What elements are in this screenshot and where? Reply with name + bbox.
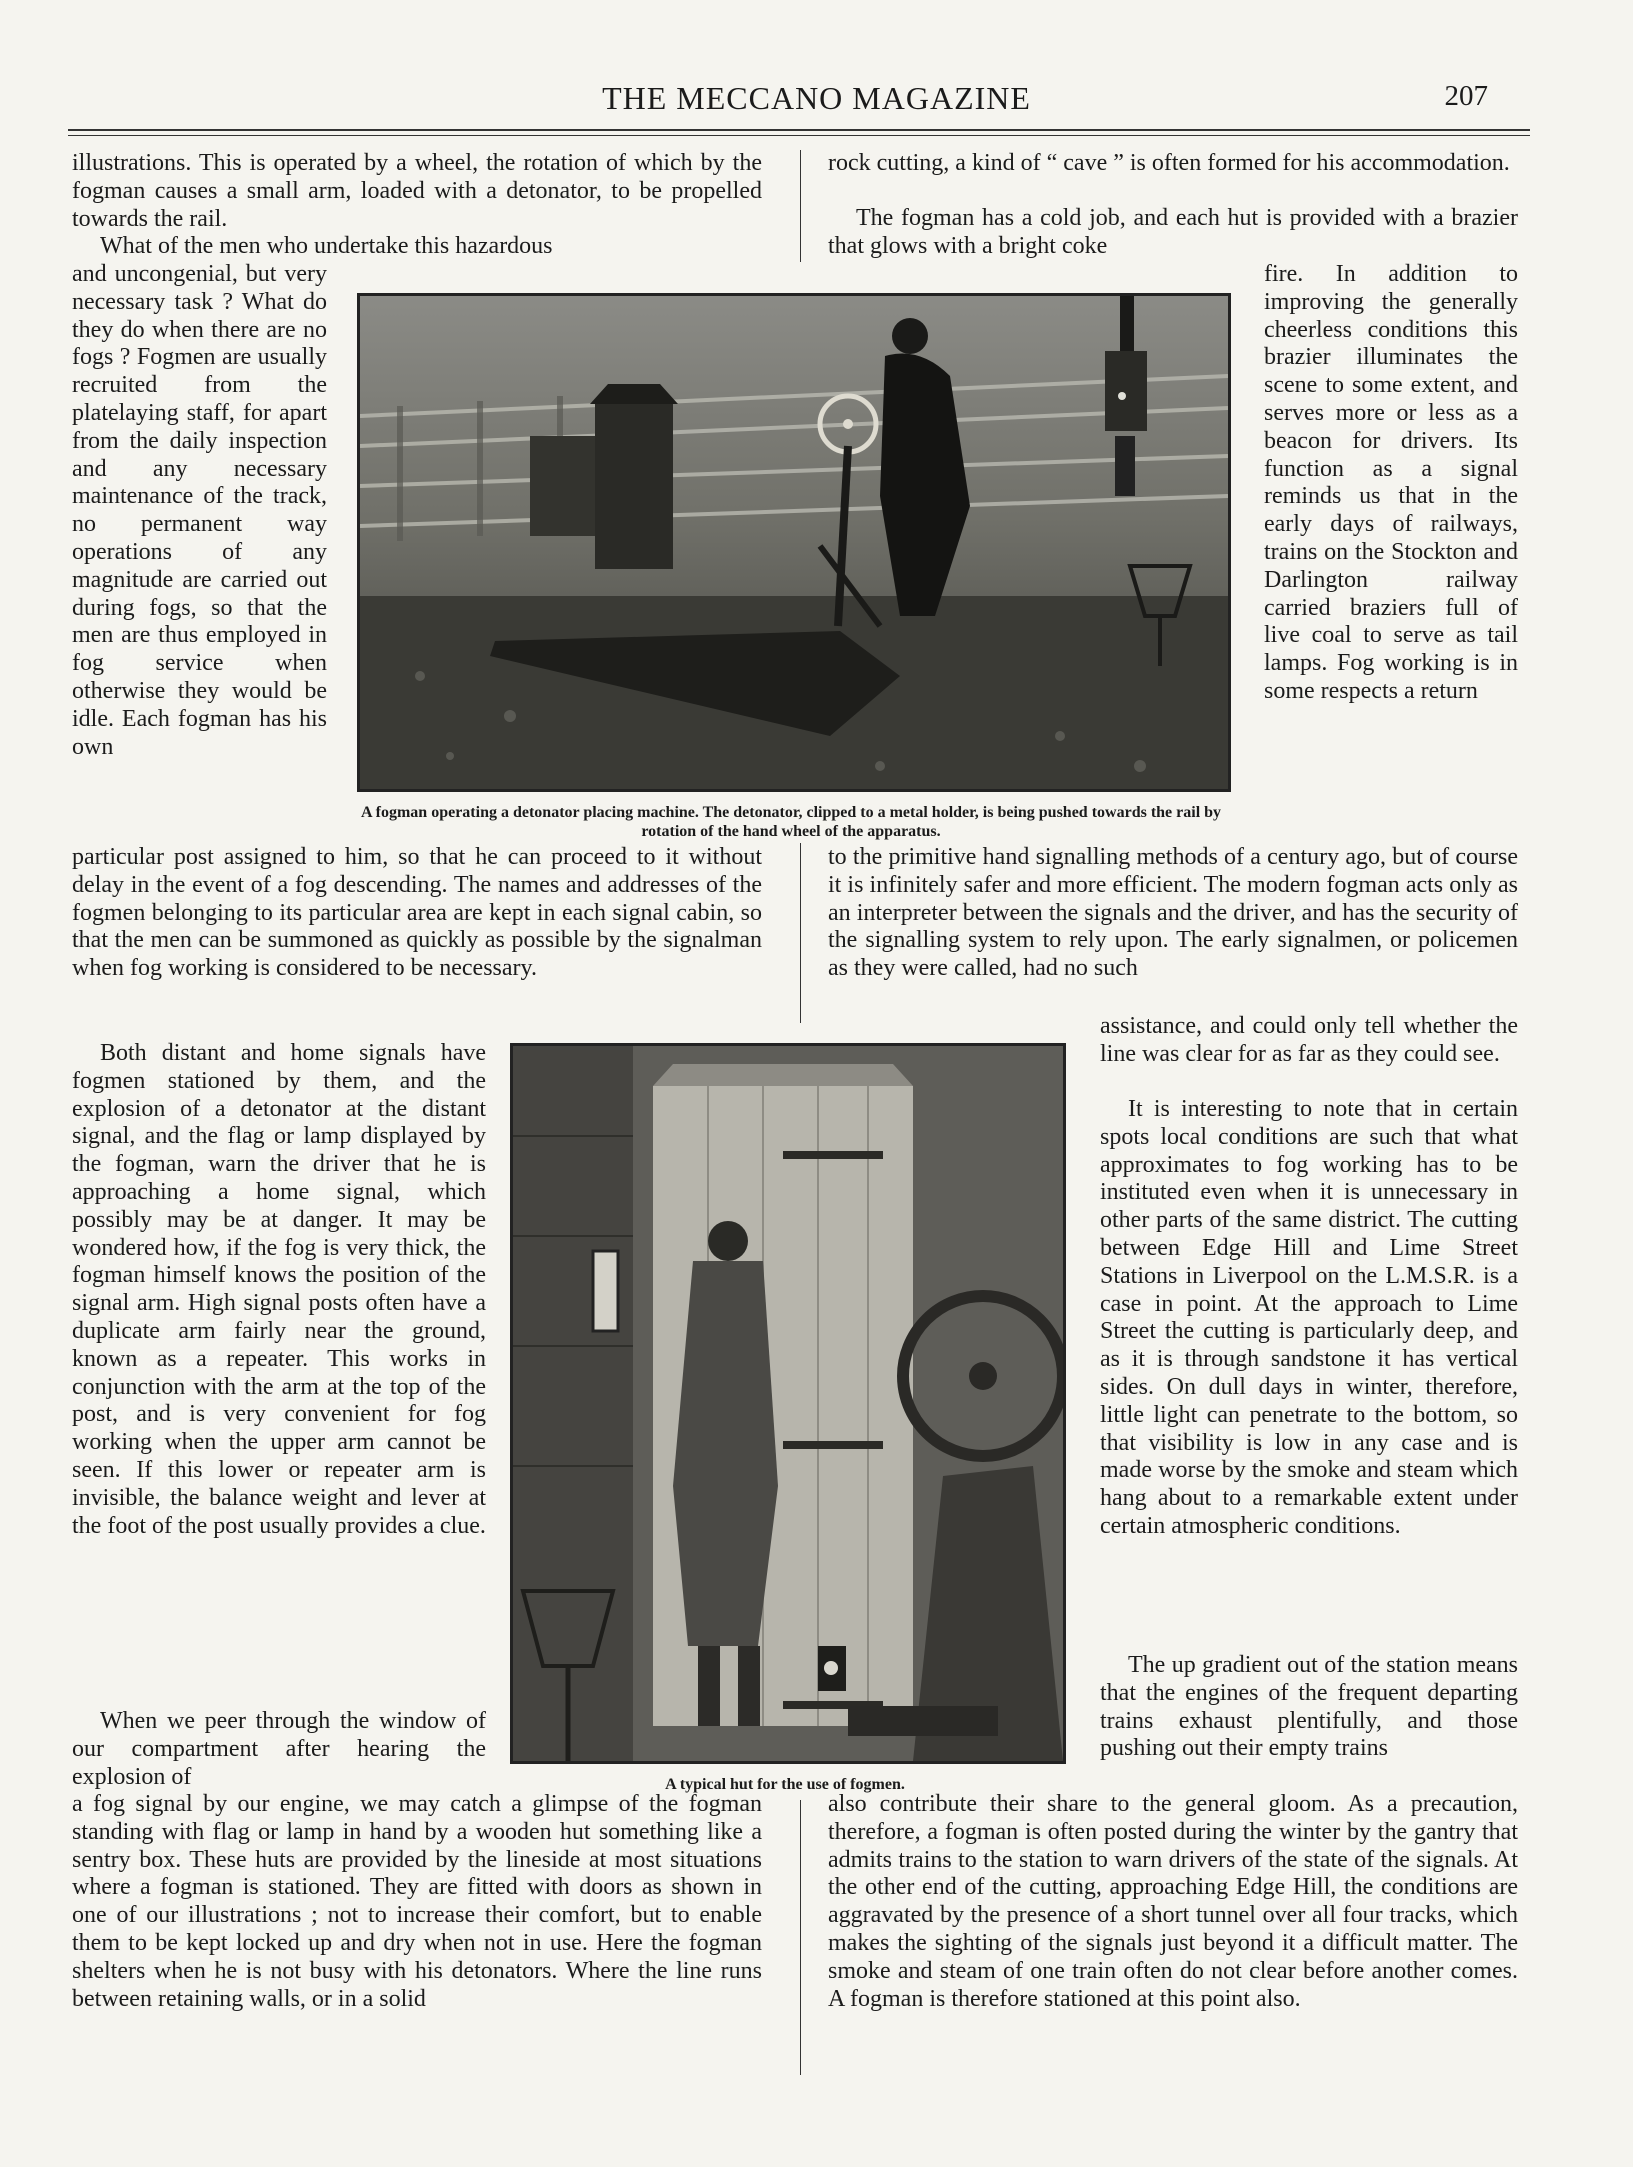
right-paragraph-1: rock cutting, a kind of “ cave ” is often formed for his accommodation. [828, 150, 1510, 176]
photo-bottom-caption: A typical hut for the use of fogmen. [665, 1776, 905, 1793]
right-paragraph-2-wrap: fire. In addition to improving the generally cheerless conditions this brazier illuminates the scene to some extent, and serves more or less as a beacon for drivers. Its function as a signal reminds us that in the early days of railways, trains on the Stockton and Darlington railway carried braziers full of live coal to serve as tail lamps. Fog working is in some respects a return [1264, 261, 1518, 704]
right-paragraph-2-start: The fogman has a cold job, and each hut is provided with a brazier that glows with a bright coke [828, 205, 1518, 259]
right-paragraph-4-wrap: The up gradient out of the station means that the engines of the frequent departing trains exhaust plentifully, and those pushing out their empty trains [1100, 1652, 1518, 1762]
right-paragraph-2-mid: to the primitive hand signalling methods of a century ago, but of course it is infinitely safer and more efficient. The modern fogman acts only as an interpreter between the signals and the driver, and has the security of the signalling system to rely upon. The early signalmen, or policemen as they were called, had no such [828, 844, 1518, 982]
header-rule-thin [68, 135, 1530, 136]
left-paragraph-3: Both distant and home signals have fogmen stationed by them, and the explosion of a detonator at the distant signal, and the flag or lamp displayed by the fogman, warn the driver that he is approaching a home signal, which possibly may be at danger. It may be wondered how, if the fog is very thick, the fogman himself knows the position of the signal arm. High signal posts often have a duplicate arm fairly near the ground, known as a repeater. This works in conjunction with the arm at the top of the post, and is very convenient for fog working when the upper arm cannot be seen. If this lower or repeater arm is invisible, the balance weight and lever at the foot of the post usually provides a clue. [72, 1040, 486, 1539]
column-divider [800, 1800, 801, 2075]
column-divider [800, 150, 801, 262]
right-paragraph-3: It is interesting to note that in certain spots local conditions are such that what approximates to fog working has to be instituted even when it is unnecessary in other parts of the same district. The cutting between Edge Hill and Lime Street Stations in Liverpool on the L.M.S.R. is a case in point. At the approach to Lime Street the cutting is particularly deep, and as it is through sandstone it has vertical sides. On dull days in winter, therefore, little light can penetrate to the bottom, so that visibility is low in any case and is made worse by the smoke and steam which hang about to a remarkable extent under certain atmospheric conditions. [1100, 1096, 1518, 1539]
photo-fogman-detonator-machine [357, 293, 1231, 792]
header-rule [68, 129, 1530, 131]
left-paragraph-4-end: a fog signal by our engine, we may catch a glimpse of the fogman standing with flag or lamp in hand by a wooden hut something like a sentry box. These huts are provided by the lineside at most situations where a fogman is stationed. They are fitted with doors as shown in one of our illustrations ; not to increase their comfort, but to enable them to be kept locked up and dry when not in use. Here the fogman shelters when he is not busy with his detonators. Where the line runs between retaining walls, or in a solid [72, 1791, 762, 2012]
left-paragraph-2-start: What of the men who undertake this hazardous [100, 233, 553, 259]
left-paragraph-1: illustrations. This is operated by a wheel, the rotation of which by the fogman causes a small arm, loaded with a detonator, to be propelled towards the rail. [72, 150, 762, 232]
column-divider [800, 843, 801, 1023]
left-paragraph-4-wrap: When we peer through the window of our compartment after hearing the explosion of [72, 1708, 486, 1790]
magazine-title: THE MECCANO MAGAZINE [602, 80, 1031, 116]
right-paragraph-2-end: assistance, and could only tell whether the line was clear for as far as they could see. [1100, 1013, 1518, 1067]
page-number: 207 [1444, 80, 1488, 112]
photo-fogman-hut [510, 1043, 1066, 1764]
left-paragraph-2-end: particular post assigned to him, so that he can proceed to it without delay in the event of a fog descending. The names and addresses of the fogmen belonging to its particular area are kept in each signal cabin, so that the men can be summoned as quickly as possible by the signalman when fog working is considered to be necessary. [72, 844, 762, 982]
right-paragraph-4-end: also contribute their share to the general gloom. As a precaution, therefore, a fogman is often posted during the winter by the gantry that admits trains to the station to warn drivers of the state of the signals. At the other end of the cutting, approaching Edge Hill, the conditions are aggravated by the presence of a short tunnel over all four tracks, which makes the sighting of the signals just beyond it a difficult matter. The smoke and steam of one train often do not clear before another comes. A fogman is therefore stationed at this point also. [828, 1791, 1518, 2012]
photo-top-caption: A fogman operating a detonator placing machine. The detonator, clipped to a metal holder, is being pushed towards the rail by rotation of the hand wheel of the apparatus. [360, 804, 1222, 840]
left-paragraph-2-wrap: and uncongenial, but very necessary task ? What do they do when there are no fogs ? Fogmen are usually recruited from the platelaying staff, for apart from the daily inspection and any necessary maintenance of the track, no permanent way operations of any magnitude are carried out during fogs, so that the men are thus employed in fog service when otherwise they would be idle. Each fogman has his own [72, 261, 327, 760]
